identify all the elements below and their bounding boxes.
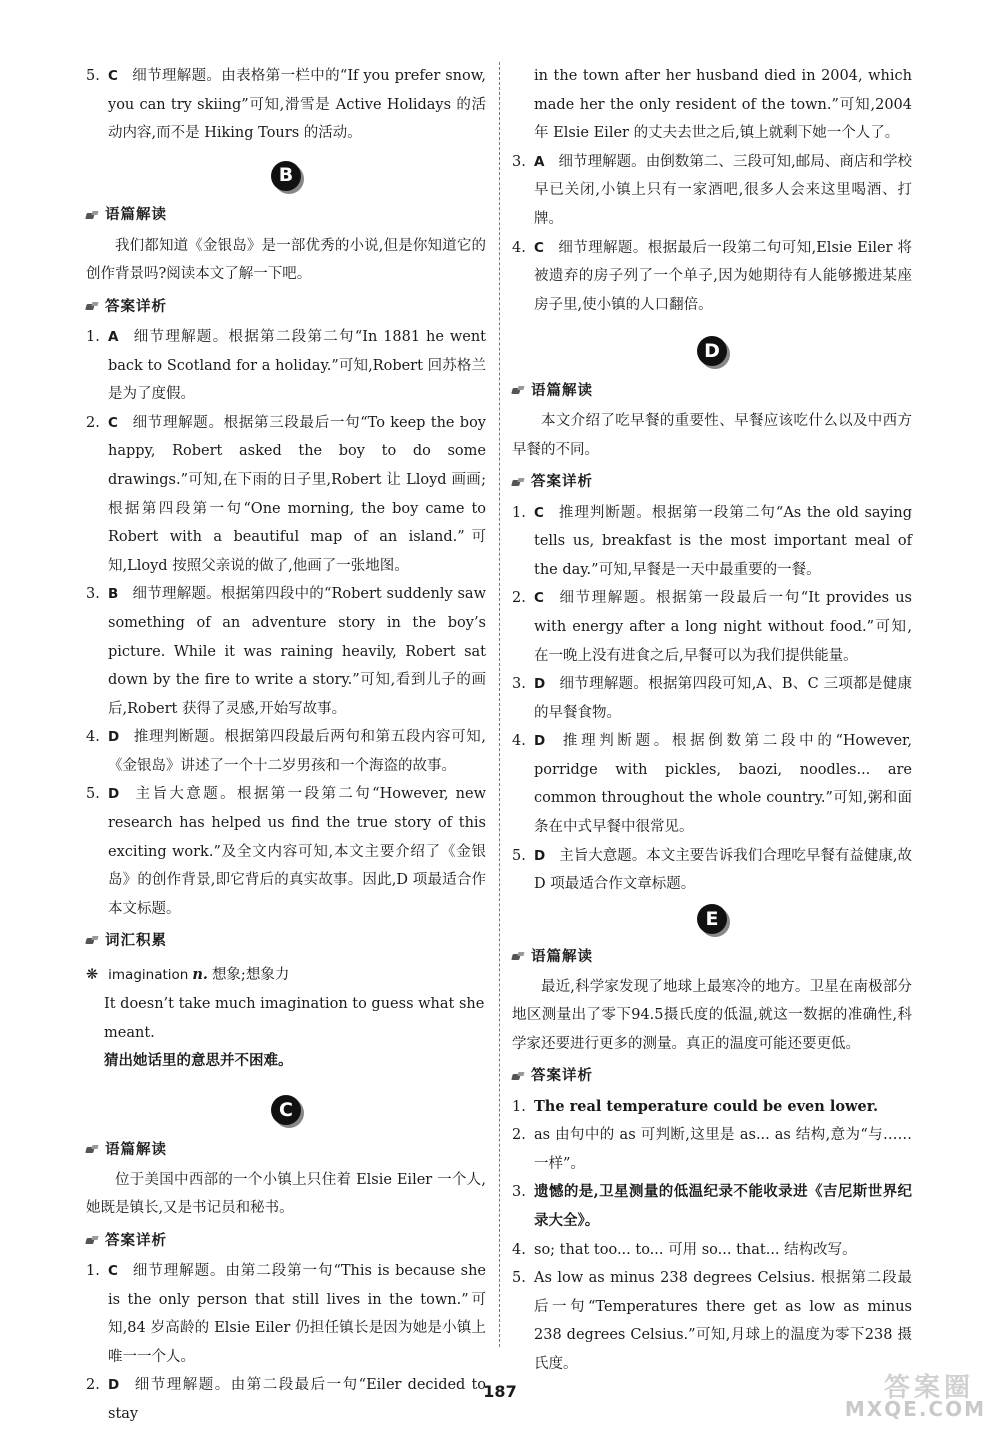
item-text: 细节理解题。由倒数第二、三段可知,邮局、商店和学校早已关闭,小镇上只有一家酒吧,很多人会来这里喝酒、打牌。 [534,153,912,227]
answer-item [86,409,486,581]
item-answer: D [108,1377,120,1394]
item-text: 细节理解题。根据第四段中的“Robert suddenly saw something of an adventure story in the boy’s picture. While it was raining heavily, Robert sat down by the fire to write a story.”可知,看到儿子的画后,Robert 获得了灵感,开始写故事。 [108,586,486,717]
item-number: 3. [512,153,526,170]
item-number: 3. [86,586,100,603]
answer-item [86,323,486,409]
vocab-translation: 猜出她话里的意思并不困难。 [104,1052,293,1070]
answer-item [512,148,912,234]
watermark-glyphs: 答案圈 [883,1373,974,1403]
heading-text: 答案详析 [105,298,167,315]
answer-item [512,584,912,670]
reading-heading [86,202,486,230]
item-number: 4. [512,733,526,750]
answer-heading [512,469,912,497]
item-number: 4. [512,239,526,256]
item-text: 细节理解题。根据第一段最后一句“It provides us with energy after a long night without food.”可知,在一晚上没有进食之后,早餐可以为我们提供能量。 [534,590,912,664]
pencil-icon [512,1072,525,1082]
answer-heading [86,1227,486,1255]
item-answer: D [108,729,120,746]
item-answer: A [534,153,545,170]
watermark-logo [816,1373,986,1424]
reading-summary: 我们都知道《金银岛》是一部优秀的小说,但是你知道它的创作背景吗?阅读本文了解一下吧。 [86,237,486,283]
answer-item [512,1236,912,1265]
section-marker [512,899,912,939]
section-d-badge: D [697,336,727,366]
item-text: 主旨大意题。根据第一段第二句“However, new research has helped us find the true story of this exciting work.”及全文内容可知,本文主要介绍了《金银岛》的创作背景,即它背后的真实故事。因此,D 项最适合作本文标题。 [108,786,486,917]
answer-item [86,1257,486,1371]
vocab-example: It doesn’t take much imagination to guess what she meant. [104,996,485,1041]
answer-item [512,1178,912,1235]
heading-text: 词汇积累 [105,933,167,950]
item-text: 推理判断题。根据第四段最后两句和第五段内容可知,《金银岛》讲述了一个十二岁男孩和一个海盗的故事。 [108,729,486,774]
vocab-heading [86,927,486,955]
item-answer: C [108,414,118,431]
continued-text: in the town after her husband died in 2004, which made her the only resident of the town.”可知,2004 年 Elsie Eiler 的丈夫去世之后,镇上就剩下她一个人了。 [534,68,912,142]
heading-text: 答案详析 [531,474,593,491]
answer-heading [86,293,486,321]
item-answer: D [534,733,546,750]
watermark-text: MXQE.COM [844,1397,986,1422]
item-number: 5. [86,68,100,84]
item-number: 2. [512,590,526,607]
answer-item [512,1121,912,1178]
reading-heading [512,943,912,971]
item-text: 推理判断题。根据第一段第二句“As the old saying tells us, breakfast is the most important meal of the day.”可知,早餐是一天中最重要的一餐。 [534,504,912,578]
pencil-icon [86,1145,99,1155]
item-number: 1. [512,504,526,521]
item-answer: D [534,676,546,693]
item-number: 2. [512,1127,526,1144]
item-number: 3. [512,1184,526,1201]
item-answer: C [108,1263,118,1279]
reading-heading [86,1136,486,1164]
heading-text: 语篇解读 [105,1141,167,1158]
item-answer: C [108,68,118,84]
reading-summary: 位于美国中西部的一个小镇上只住着 Elsie Eiler 一个人,她既是镇长,又是书记员和秘书。 [86,1171,486,1217]
pencil-icon [512,386,525,396]
section-marker [512,331,912,371]
item-number: 4. [86,729,100,746]
answer-item [86,62,486,148]
reading-summary: 最近,科学家发现了地球上最寒冷的地方。卫星在南极部分地区测量出了零下94.5摄氏度的低温,就这一数据的准确性,科学家还要进行更多的测量。真正的温度可能还要更低。 [512,978,912,1053]
item-number: 1. [512,1098,526,1115]
item-number: 5. [512,847,526,864]
item-text: 细节理解题。根据第四段可知,A、B、C 三项都是健康的早餐食物。 [534,676,912,721]
heading-text: 答案详析 [531,1068,593,1085]
item-number: 4. [512,1241,526,1258]
answer-item [512,842,912,899]
item-answer: D [108,786,120,803]
vocab-word: imagination [108,967,189,984]
page-number: 187 [483,1382,517,1401]
vocab-meaning: 想象;想象力 [211,967,290,984]
item-answer: C [534,504,544,521]
item-text: 推理判断题。根据倒数第二段中的“However, porridge with pickles, baozi, noodles... are common throughout the whole country.”可知,粥和面条在中式早餐中很常见。 [534,733,912,836]
section-b-badge: B [271,161,301,191]
right-column [512,62,912,1379]
item-text: 细节理解题。由第二段最后一句“Eiler decided to stay [108,1377,486,1422]
pencil-icon [512,952,525,962]
heading-text: 语篇解读 [531,948,593,965]
item-number: 1. [86,328,100,345]
pencil-icon [86,1236,99,1246]
left-column [86,62,486,1429]
item-answer: C [534,590,544,607]
answer-item [512,1093,912,1122]
item-text: 细节理解题。根据第二段第二句“In 1881 he went back to Scotland for a holiday.”可知,Robert 回苏格兰是为了度假。 [108,328,486,403]
pencil-icon [86,936,99,946]
section-e-badge: E [697,904,727,934]
pencil-icon [86,302,99,312]
item-text: The real temperature could be even lower. [534,1097,879,1115]
reading-heading [512,377,912,405]
item-text: As low as minus 238 degrees Celsius. 根据第二段最后一句“Temperatures there get as low as minus 238 degrees Celsius.”可知,月球上的温度为零下238 摄氏度。 [534,1270,912,1372]
item-number: 2. [86,414,100,431]
answer-heading [512,1063,912,1091]
reading-summary: 本文介绍了吃早餐的重要性、早餐应该吃什么以及中西方早餐的不同。 [512,413,912,458]
answer-item [512,1264,912,1378]
answer-item [86,723,486,780]
item-number: 3. [512,676,526,693]
answer-item [512,499,912,585]
heading-text: 语篇解读 [105,207,167,224]
item-answer: D [534,847,546,864]
section-marker [86,1090,486,1130]
heading-text: 答案详析 [105,1232,167,1249]
answer-item [512,670,912,727]
item-answer: C [534,239,544,256]
section-c-badge: C [271,1095,301,1125]
vocab-entry [86,961,486,990]
item-text: 细节理解题。根据最后一段第二句可知,Elsie Eiler 将被遗弃的房子列了一个单子,因为她期待有人能够搬进某座房子里,使小镇的人口翻倍。 [534,239,912,313]
item-number: 2. [86,1377,100,1394]
pencil-icon [86,211,99,221]
section-marker [86,156,486,196]
star-icon: ❋ [86,967,99,984]
item-text: as 由句中的 as 可判断,这里是 as... as 结构,意为“与……一样”。 [534,1127,912,1172]
answer-item [86,580,486,723]
item-number: 5. [86,786,100,803]
item-text: 细节理解题。由表格第一栏中的“If you prefer snow, you can try skiing”可知,滑雪是 Active Holidays 的活动内容,而不是 Hiking Tours 的活动。 [108,68,486,142]
item-text: 细节理解题。根据第三段最后一句“To keep the boy happy, Robert asked the boy to do some drawings.”可知,在下雨的日子里,Robert 让 Lloyd 画画;根据第四段第一句“One morning, the boy came to Robert with a beautiful map of an island.”可知,Lloyd 按照父亲说的做了,他画了一张地图。 [108,414,486,574]
answer-item [86,780,486,923]
item-text: 主旨大意题。本文主要告诉我们合理吃早餐有益健康,故 D 项最适合作文章标题。 [534,847,912,893]
item-text: 细节理解题。由第二段第一句“This is because she is the only person that still lives in the town.”可知,84 岁高龄的 Elsie Eiler 仍担任镇长是因为她是小镇上唯一一个人。 [108,1263,486,1365]
vocab-pos: n. [192,966,208,984]
answer-item [512,234,912,320]
item-number: 1. [86,1263,100,1279]
pencil-icon [512,478,525,488]
item-answer: A [108,328,119,345]
item-number: 5. [512,1270,526,1287]
item-answer: B [108,586,119,603]
heading-text: 语篇解读 [531,383,593,400]
item-text: 遗憾的是,卫星测量的低温纪录不能收录进《吉尼斯世界纪录大全》。 [534,1183,912,1229]
item-text: so; that too... to... 可用 so... that... 结构改写。 [534,1241,857,1258]
column-divider [499,62,500,1347]
answer-item [512,727,912,841]
